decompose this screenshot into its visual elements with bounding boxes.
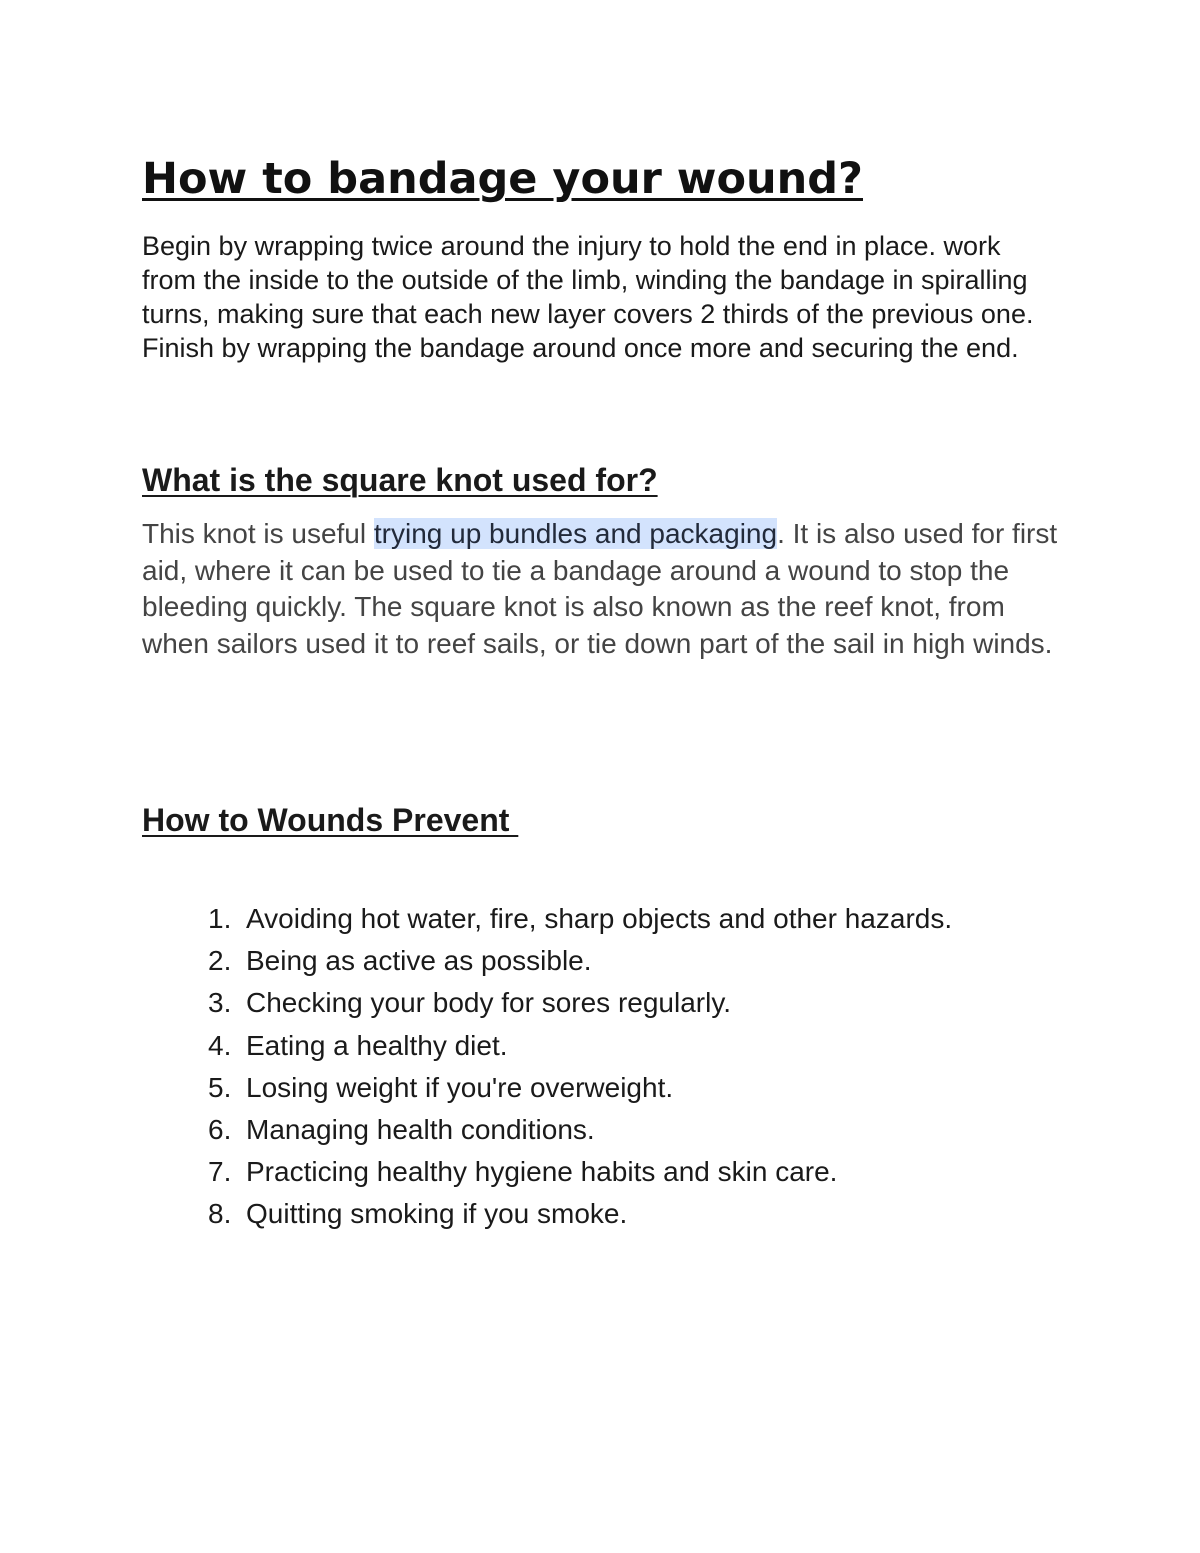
- list-item: [208, 1193, 1108, 1235]
- list-item: [208, 1109, 1108, 1151]
- list-item-text: Losing weight if you're overweight.: [246, 1071, 674, 1103]
- square-knot-heading: What is the square knot used for?: [142, 462, 658, 498]
- list-item: [208, 982, 1108, 1024]
- list-item-number: 2.: [208, 945, 232, 977]
- list-item: [208, 1151, 1108, 1193]
- list-item: [208, 1025, 1108, 1067]
- list-item-number: 8.: [208, 1198, 232, 1230]
- square-knot-text-start: This knot is useful: [142, 518, 374, 549]
- list-item-number: 4.: [208, 1029, 232, 1061]
- list-item-text: Practicing healthy hygiene habits and skin care.: [246, 1156, 838, 1188]
- list-item-text: Checking your body for sores regularly.: [246, 987, 732, 1019]
- list-item-number: 3.: [208, 987, 232, 1019]
- bandage-instructions-paragraph: Begin by wrapping twice around the injury to hold the end in place. work from the inside to the outside of the limb, winding the bandage in spiralling turns, making sure that each new layer covers 2 thirds of the previous one. Finish by wrapping the bandage around once more and securing the end.: [142, 231, 1034, 363]
- prevention-heading: How to Wounds Prevent: [142, 802, 519, 838]
- selected-text-highlight[interactable]: trying up bundles and packaging: [373, 518, 778, 549]
- list-item-text: Eating a healthy diet.: [246, 1029, 508, 1061]
- square-knot-text-end: . It is also used for first aid, where it can be used to tie a bandage around a wound to stop the bleeding quickly. The square knot is also known as the reef knot, from when sailors used it to reef sails, or tie down part of the sail in high winds.: [142, 518, 1058, 659]
- list-item-number: 5.: [208, 1071, 232, 1103]
- square-knot-paragraph: [142, 516, 1062, 662]
- list-item-text: Quitting smoking if you smoke.: [246, 1198, 628, 1230]
- document-title: How to bandage your wound?: [142, 154, 863, 204]
- list-item: [208, 898, 1108, 940]
- list-item-number: 6.: [208, 1113, 232, 1145]
- prevention-list: [208, 898, 1108, 1236]
- list-item: [208, 940, 1108, 982]
- list-item: [208, 1067, 1108, 1109]
- list-item-text: Being as active as possible.: [246, 945, 592, 977]
- list-item-number: 1.: [208, 903, 232, 934]
- list-item-text: Avoiding hot water, fire, sharp objects and other hazards.: [246, 903, 953, 934]
- list-item-number: 7.: [208, 1156, 232, 1188]
- list-item-text: Managing health conditions.: [246, 1113, 595, 1145]
